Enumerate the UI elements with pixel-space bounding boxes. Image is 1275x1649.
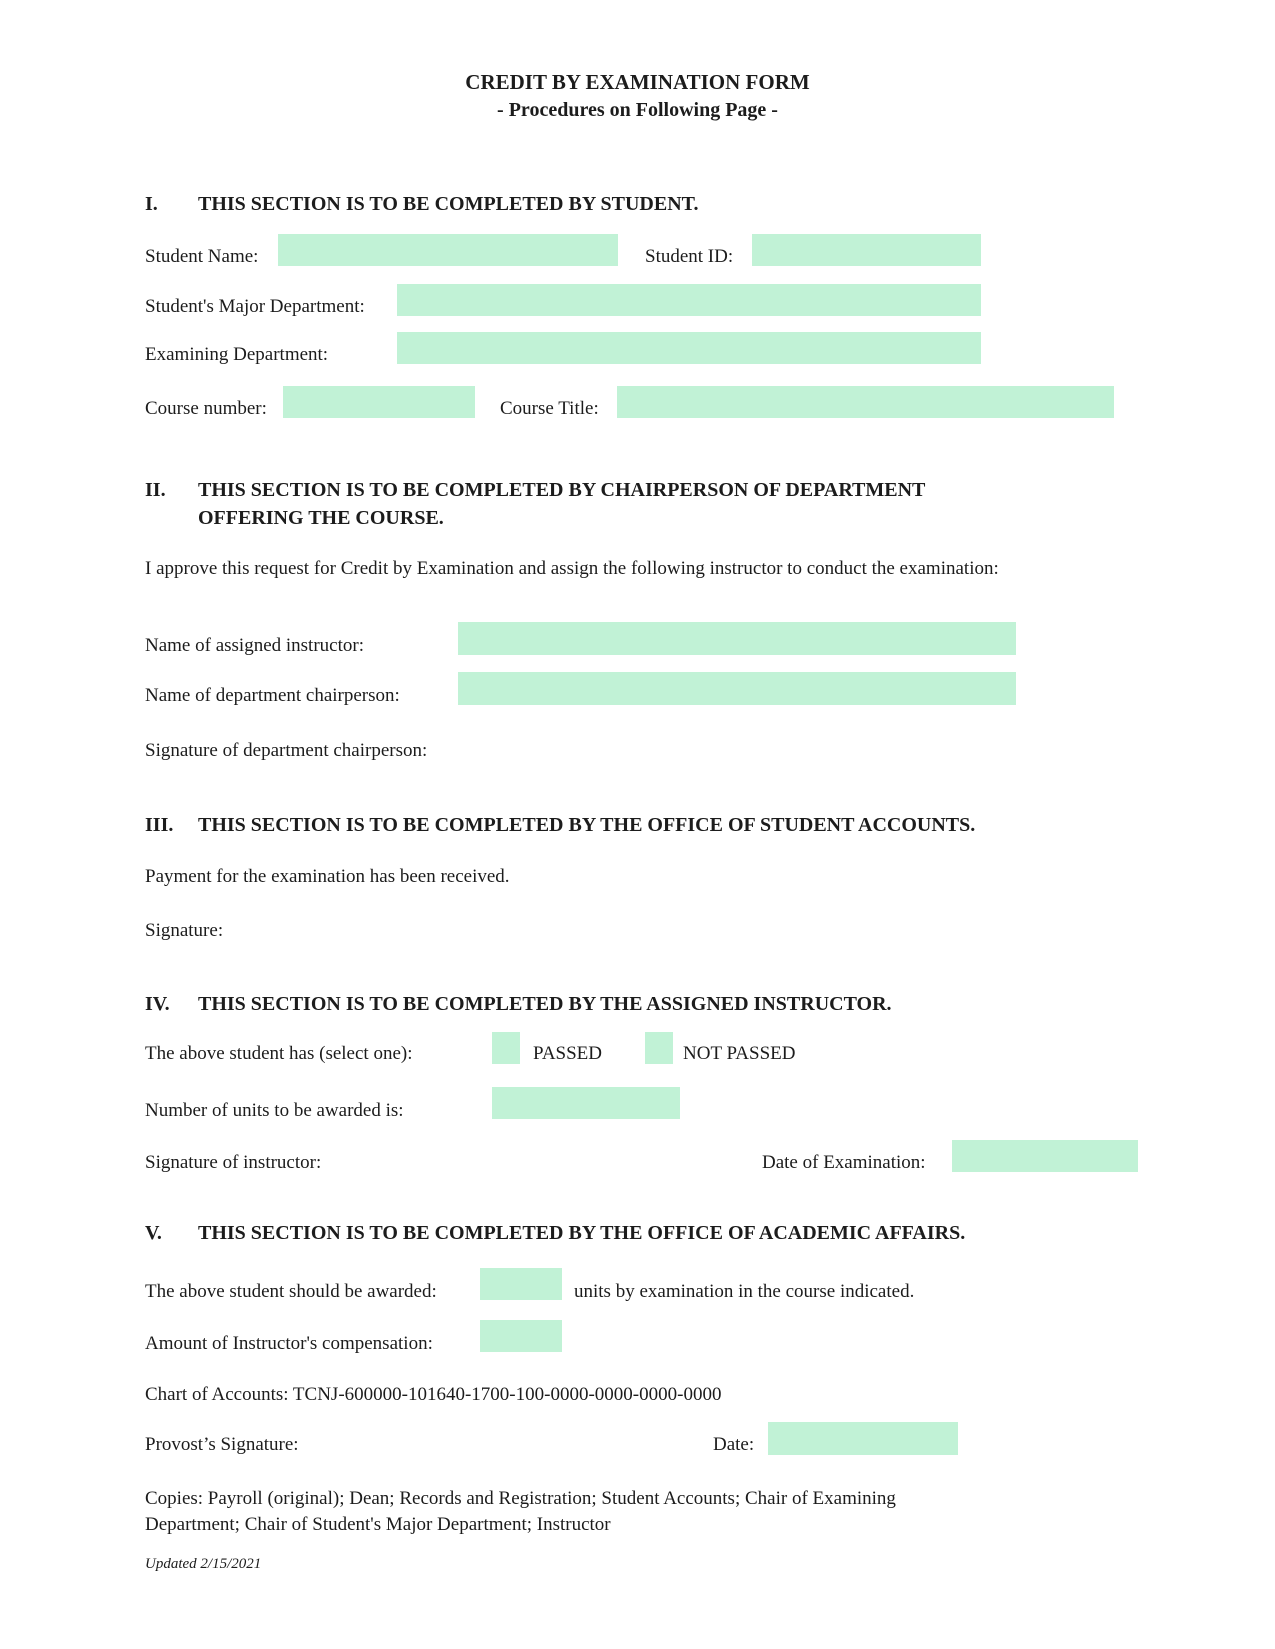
exam-date-field[interactable] [952,1140,1138,1172]
student-id-field[interactable] [752,234,981,266]
section-3-heading-text: THIS SECTION IS TO BE COMPLETED BY THE OFFICE OF STUDENT ACCOUNTS. [198,814,976,836]
section-1-heading [145,190,1105,218]
student-name-label: Student Name: [145,246,259,267]
section-2-heading [145,476,1030,532]
section-5-heading [145,1219,1105,1247]
assigned-instructor-label: Name of assigned instructor: [145,635,364,656]
section-3-heading [145,811,1105,839]
course-number-label: Course number: [145,398,267,419]
form-title: CREDIT BY EXAMINATION FORM [465,70,810,94]
awarded-units-prefix-label: The above student should be awarded: [145,1281,437,1302]
section-2-heading-text: THIS SECTION IS TO BE COMPLETED BY CHAIRPERSON OF DEPARTMENT OFFERING THE COURSE. [198,479,926,529]
units-awarded-label: Number of units to be awarded is: [145,1100,404,1121]
provost-date-label: Date: [713,1434,755,1455]
examining-department-field[interactable] [397,332,981,364]
assigned-instructor-field[interactable] [458,622,1016,655]
section-2-numeral: II. [145,479,166,501]
section-1-heading-text: THIS SECTION IS TO BE COMPLETED BY STUDENT. [198,193,699,215]
chairperson-signature-label: Signature of department chairperson: [145,740,428,761]
examining-department-label: Examining Department: [145,344,329,365]
section-5-numeral: V. [145,1222,162,1244]
section-4-heading [145,990,1105,1018]
course-title-field[interactable] [617,386,1114,418]
student-id-label: Student ID: [645,246,734,267]
passed-label: PASSED [533,1043,603,1064]
copies-distribution-text: Copies: Payroll (original); Dean; Records and Registration; Student Accounts; Chair of Examining Department; Chair of Student's Major Department; Instructor [145,1488,896,1535]
provost-date-field[interactable] [768,1422,958,1455]
awarded-units-field[interactable] [480,1268,562,1300]
section-1-numeral: I. [145,193,158,215]
approval-statement: I approve this request for Credit by Examination and assign the following instructor to conduct the examination: [145,558,999,579]
compensation-field[interactable] [480,1320,562,1352]
instructor-signature-label: Signature of instructor: [145,1152,322,1173]
major-department-label: Student's Major Department: [145,296,365,317]
section-5-heading-text: THIS SECTION IS TO BE COMPLETED BY THE OFFICE OF ACADEMIC AFFAIRS. [198,1222,966,1244]
awarded-units-suffix-label: units by examination in the course indicated. [574,1281,915,1302]
provost-signature-label: Provost’s Signature: [145,1434,299,1455]
section-4-numeral: IV. [145,993,170,1015]
section-4-heading-text: THIS SECTION IS TO BE COMPLETED BY THE ASSIGNED INSTRUCTOR. [198,993,892,1015]
major-department-field[interactable] [397,284,981,316]
accounts-signature-label: Signature: [145,920,224,941]
course-title-label: Course Title: [500,398,599,419]
student-name-field[interactable] [278,234,618,266]
section-3-numeral: III. [145,814,174,836]
chart-of-accounts-text: Chart of Accounts: TCNJ-600000-101640-1700-100-0000-0000-0000-0000 [145,1384,722,1405]
course-number-field[interactable] [283,386,475,418]
updated-date-text: Updated 2/15/2021 [145,1556,262,1572]
select-one-label: The above student has (select one): [145,1043,413,1064]
payment-received-text: Payment for the examination has been received. [145,866,510,887]
not-passed-label: NOT PASSED [683,1043,796,1064]
passed-checkbox[interactable] [492,1032,520,1064]
not-passed-checkbox[interactable] [645,1032,673,1064]
department-chairperson-field[interactable] [458,672,1016,705]
compensation-label: Amount of Instructor's compensation: [145,1333,433,1354]
exam-date-label: Date of Examination: [762,1152,926,1173]
form-subtitle: - Procedures on Following Page - [497,99,778,121]
units-awarded-field[interactable] [492,1087,680,1119]
department-chairperson-label: Name of department chairperson: [145,685,400,706]
